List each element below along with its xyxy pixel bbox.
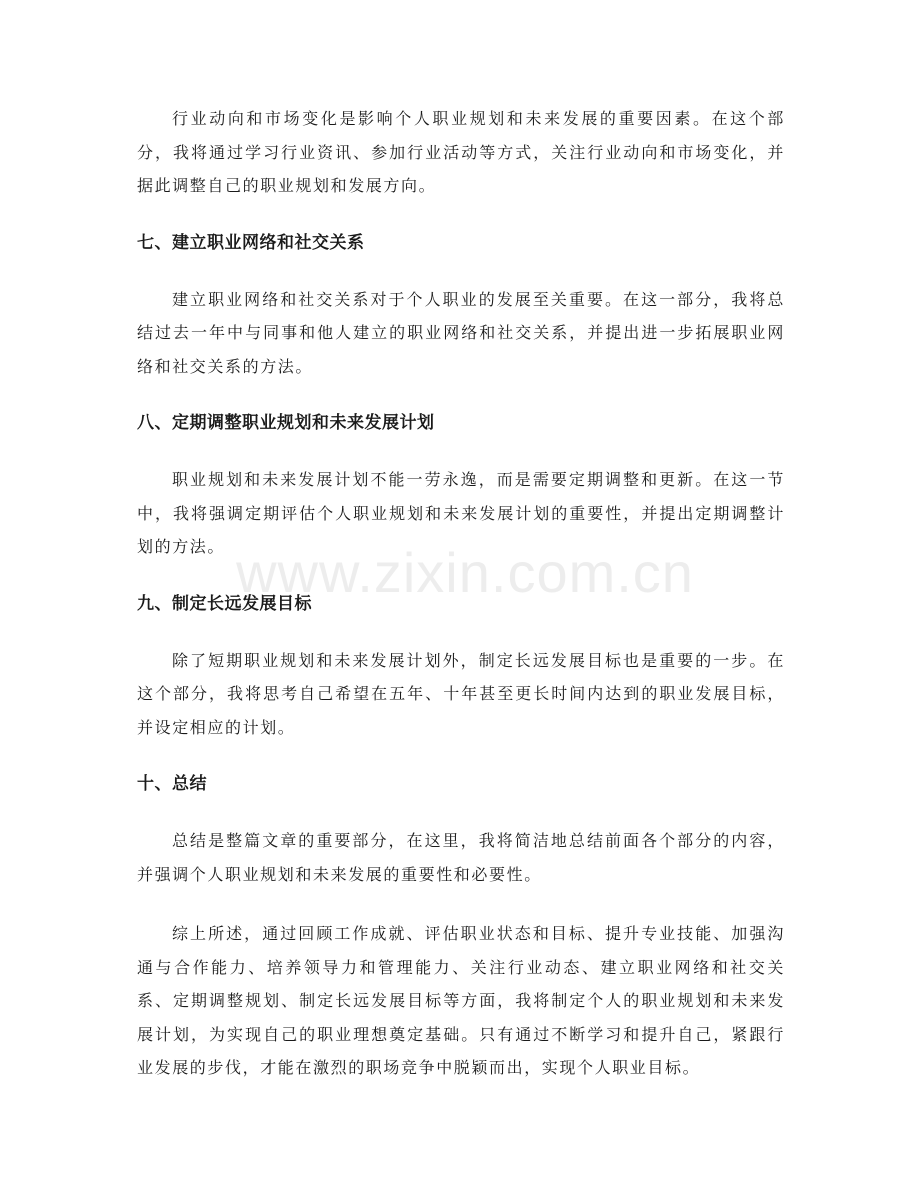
document-body <box>137 102 785 1111</box>
paragraph-conclusion: 综上所述，通过回顾工作成就、评估职业状态和目标、提升专业技能、加强沟通与合作能力、培养领导力和管理能力、关注行业动态、建立职业网络和社交关系、定期调整规划、制定长远发展目标等方面，我将制定个人的职业规划和未来发展计划，为实现自己的职业理想奠定基础。只有通过不断学习和提升自己，紧跟行业发展的步伐，才能在激烈的职场竞争中脱颖而出，实现个人职业目标。 <box>137 924 785 1077</box>
paragraph-summary: 总结是整篇文章的重要部分，在这里，我将简洁地总结前面各个部分的内容，并强调个人职业规划和未来发展的重要性和必要性。 <box>137 831 785 884</box>
heading-section-9: 九、制定长远发展目标 <box>137 593 312 614</box>
watermark: www.zixin.com.cn <box>236 541 694 604</box>
paragraph-industry-trends: 行业动向和市场变化是影响个人职业规划和未来发展的重要因素。在这个部分，我将通过学习行业资讯、参加行业活动等方式，关注行业动向和市场变化，并据此调整自己的职业规划和发展方向。 <box>137 109 785 195</box>
heading-section-10: 十、总结 <box>137 774 207 794</box>
paragraph-professional-network: 建立职业网络和社交关系对于个人职业的发展至关重要。在这一部分，我将总结过去一年中与同事和他人建立的职业网络和社交关系，并提出进一步拓展职业网络和社交关系的方法。 <box>137 289 785 376</box>
heading-section-8: 八、定期调整职业规划和未来发展计划 <box>137 413 435 433</box>
paragraph-long-term-goals: 除了短期职业规划和未来发展计划外，制定长远发展目标也是重要的一步。在这个部分，我将思考自己希望在五年、十年甚至更长时间内达到的职业发展目标，并设定相应的计划。 <box>137 650 785 737</box>
paragraph-regular-adjustment: 职业规划和未来发展计划不能一劳永逸，而是需要定期调整和更新。在这一节中，我将强调定期评估个人职业规划和未来发展计划的重要性，并提出定期调整计划的方法。 <box>137 470 785 556</box>
heading-section-7: 七、建立职业网络和社交关系 <box>137 232 365 253</box>
